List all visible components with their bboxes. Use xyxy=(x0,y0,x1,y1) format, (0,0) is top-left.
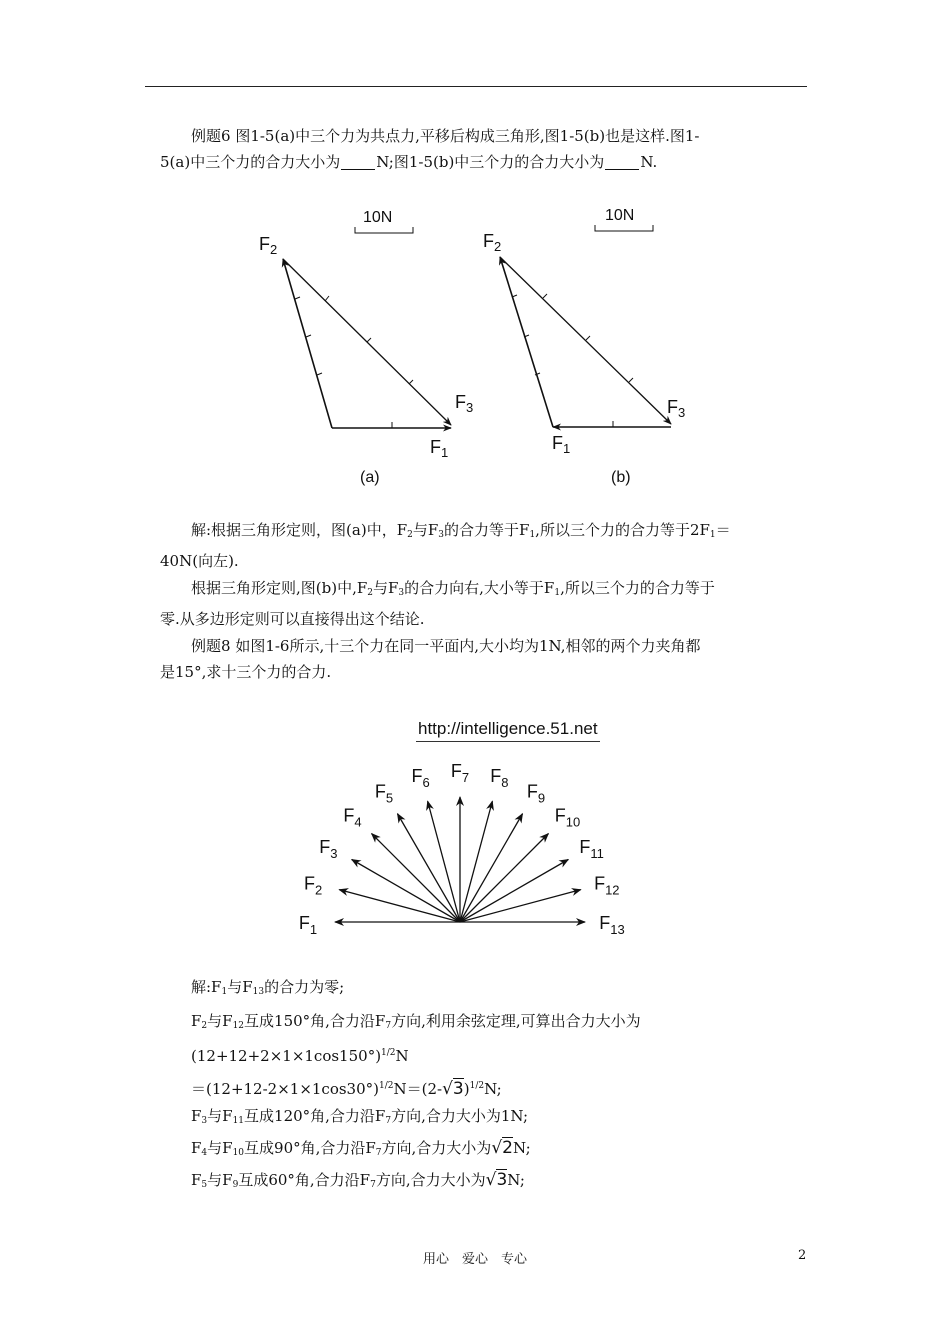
example6-text: 例题6 图1-5(a)中三个力为共点力,平移后构成三角形,图1-5(b)也是这样.图1- 5(a)中三个力的合力大小为 N;图1-5(b)中三个力的合力大小为 N. xyxy=(160,127,700,171)
force-arrow-f11 xyxy=(460,860,568,923)
footer-motto: 用心 爱心 专心 xyxy=(422,1252,527,1267)
label-f2-a: $F_2$ xyxy=(259,234,278,257)
label-f9: $F_9$ xyxy=(526,781,546,806)
solution8-line7: $F_5$与$F_9$互成60°角,合力沿$F_7$方向,合力大小为√3N; xyxy=(191,1170,525,1190)
solution8-line1: 解$:F_1$与$F_{13}$的合力为零; xyxy=(191,978,345,997)
label-f4: $F_4$ xyxy=(343,805,362,830)
label-f1-b: $F_1$ xyxy=(552,433,571,456)
label-f2-b: $F_2$ xyxy=(483,231,502,254)
figure-1-5 xyxy=(230,195,710,495)
panel-a xyxy=(259,234,473,486)
force-arrow-f5 xyxy=(398,814,461,922)
solution6-paragraph1: 解:根据三角形定则，图(a)中，$F_2$与$F_3$的合力等于$F_1$,所以三个力的合力等于$2F_1=$ 40N(向左). xyxy=(160,521,731,570)
label-f3-a: $F_3$ xyxy=(455,392,474,415)
watermark-url: http://intelligence.51.net xyxy=(416,719,600,742)
label-f8: $F_8$ xyxy=(490,766,509,791)
solution8-line2: $F_2$与$F_{12}$互成150°角,合力沿$F_7$方向,利用余弦定理,可算出合力大小为 xyxy=(191,1012,641,1031)
example-label: 例题8 xyxy=(191,637,231,655)
sqrt-symbol: √ xyxy=(485,1170,497,1190)
sqrt-symbol: √ xyxy=(491,1138,503,1158)
header-rule xyxy=(145,86,807,87)
label-f6: $F_6$ xyxy=(411,766,430,791)
example8-text: 例题8 如图1-6所示,十三个力在同一平面内,大小均为1N,相邻的两个力夹角都 是15°,求十三个力的合力. xyxy=(160,637,701,681)
force-fan xyxy=(299,761,625,937)
force-arrow-f6 xyxy=(428,801,460,922)
force-arrow-f8 xyxy=(460,801,492,922)
example-label: 例题6 xyxy=(191,127,231,145)
answer-blank xyxy=(605,155,639,170)
scale-bar-a xyxy=(355,209,413,233)
solution8-line5: $F_3$与$F_{11}$互成120°角,合力沿$F_7$方向,合力大小为1N; xyxy=(191,1107,529,1126)
force-arrow-f2-a xyxy=(283,259,332,428)
label-f5: $F_5$ xyxy=(374,781,394,806)
solution8-line3: $(12+12+2\times 1\times 1\cos 150^\circ)^{1/2}N$ xyxy=(191,1047,409,1065)
force-arrow-f9 xyxy=(460,814,523,922)
label-f1-a: $F_1$ xyxy=(430,437,449,460)
scale-label-b: 10N xyxy=(605,207,635,224)
caption-b: (b) xyxy=(611,469,631,486)
label-f3: $F_3$ xyxy=(319,837,338,861)
label-f1: $F_1$ xyxy=(298,913,318,937)
sqrt-symbol: √ xyxy=(442,1079,453,1099)
force-arrow-f10 xyxy=(460,834,548,922)
label-f7: $F_7$ xyxy=(450,761,470,785)
label-f12: $F_{12}$ xyxy=(594,873,620,898)
force-arrow-f12 xyxy=(460,890,581,922)
solution6-paragraph2: 根据三角形定则,图(b)中$,F_2$与$F_3$的合力向右,大小等于$F_1$,所以三个力的合力等于 零.从多边形定则可以直接得出这个结论. xyxy=(160,579,715,628)
scale-bar-b xyxy=(595,207,653,231)
label-f2: $F_2$ xyxy=(304,873,323,898)
figure-1-6 xyxy=(290,760,650,950)
label-f3-b: $F_3$ xyxy=(667,397,686,420)
force-arrow-f2 xyxy=(339,890,460,922)
force-arrow-f3 xyxy=(352,860,460,923)
panel-b xyxy=(483,231,685,486)
caption-a: (a) xyxy=(360,469,380,486)
solution8-line4: $=(12+12-2\times 1\times 1\cos 30^\circ)^{1/2}N=(2-√3)^{1/2}N$; xyxy=(191,1079,502,1099)
page-number: 2 xyxy=(798,1248,807,1263)
label-f11: $F_{11}$ xyxy=(579,837,604,861)
scale-label-a: 10N xyxy=(363,209,393,226)
label-f10: $F_{10}$ xyxy=(554,805,581,830)
label-f13: $F_{13}$ xyxy=(599,913,625,937)
answer-blank xyxy=(341,155,375,170)
force-arrow-f4 xyxy=(372,834,460,922)
solution8-line6: $F_4$与$F_{10}$互成90°角,合力沿$F_7$方向,合力大小为√2N; xyxy=(191,1138,531,1158)
